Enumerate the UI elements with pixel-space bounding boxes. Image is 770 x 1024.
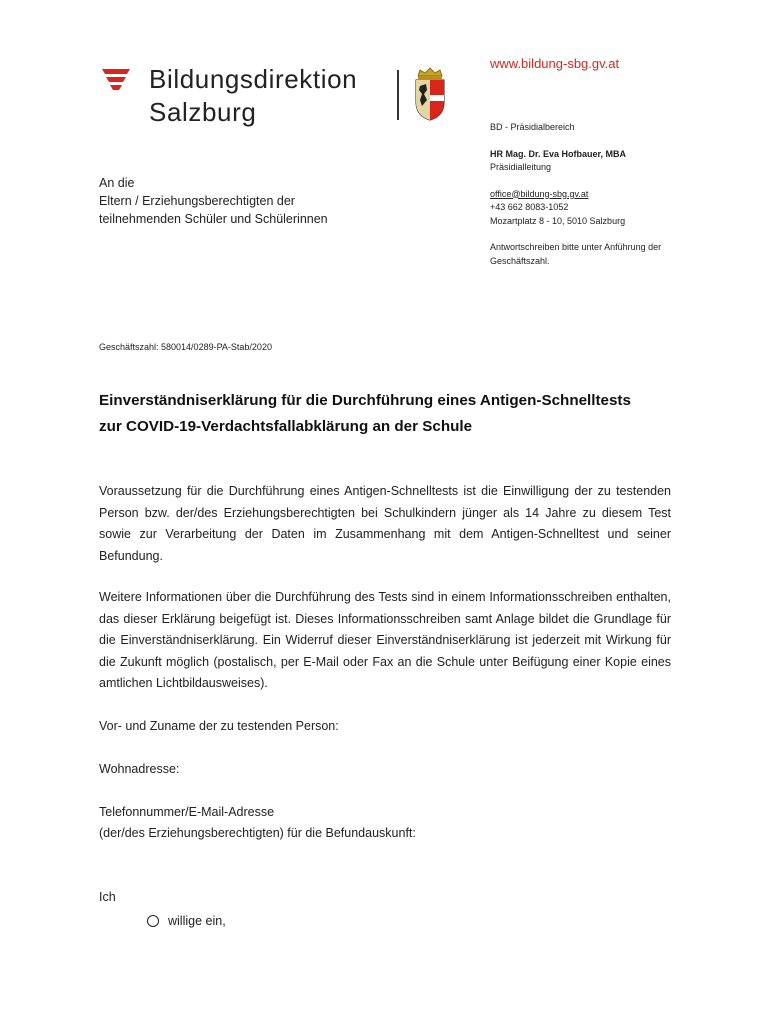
ich-label: Ich: [99, 890, 116, 904]
title-line: Einverständniserklärung für die Durchführung eines Antigen-Schnelltests: [99, 392, 631, 409]
sender-department: BD - Präsidialbereich: [490, 122, 575, 132]
logo-title: Bildungsdirektion: [149, 64, 358, 94]
address-label: Wohnadresse:: [99, 762, 180, 776]
salzburg-coat-of-arms-icon: [412, 66, 448, 122]
name-label: Vor- und Zuname der zu testenden Person:: [99, 719, 339, 733]
consent-option[interactable]: [147, 914, 226, 928]
contact-label-detail: (der/des Erziehungsberechtigten) für die Befundauskunft:: [99, 826, 416, 840]
reference-number: Geschäftszahl: 580014/0289-PA-Stab/2020: [99, 342, 272, 352]
sender-block: [490, 121, 730, 268]
recipient-block: [99, 174, 328, 228]
recipient-line: Eltern / Erziehungsberechtigten der: [99, 194, 295, 208]
consent-option-label: willige ein,: [168, 914, 226, 928]
contact-label: Telefonnummer/E-Mail-Adresse: [99, 805, 275, 819]
sender-address: Mozartplatz 8 - 10, 5010 Salzburg: [490, 215, 626, 226]
website-link[interactable]: www.bildung-sbg.gv.at: [490, 56, 620, 71]
austria-flag-mark-icon: [100, 69, 132, 91]
consent-radio[interactable]: [147, 915, 159, 927]
logo-divider: [397, 70, 399, 120]
logo-subtitle: Salzburg: [149, 97, 257, 127]
reply-note-line1: Antwortschreiben bitte unter Anführung der: [490, 242, 662, 252]
recipient-line: teilnehmenden Schüler und Schülerinnen: [99, 212, 328, 226]
sender-role: Präsidialleitung: [490, 162, 552, 172]
reply-note-line2: Geschäftszahl.: [490, 255, 550, 266]
title-line: zur COVID-19-Verdachtsfallabklärung an der Schule: [99, 418, 473, 435]
document-title: [99, 388, 699, 440]
body-paragraph: Weitere Informationen über die Durchführung des Tests sind in einem Informationsschreiben enthalten, das dieser Erklärung beigefügt ist. Dieses Informationsschreiben samt Anlage bildet die Grundlage für die Einverständniserklärung. Ein Widerruf dieser Einverständniserklärung ist jederzeit mit Wirkung für die Zukunft möglich (postalisch, per E-Mail oder Fax an die Schule unter Beifügung einer Kopie eines amtlichen Lichtbildausweises).: [99, 590, 671, 691]
recipient-line: An die: [99, 176, 135, 190]
sender-email-link[interactable]: office@bildung-sbg.gv.at: [490, 188, 589, 199]
sender-phone: +43 662 8083-1052: [490, 202, 569, 212]
body-paragraph: Voraussetzung für die Durchführung eines Antigen-Schnelltests ist die Einwilligung der zu testenden Person bzw. der/des Erziehungsberechtigten bei Schulkindern jünger als 14 Jahre zu diesem Test sowie zur Verarbeitung der Daten im Zusammenhang mit dem Antigen-Schnelltest und seiner Befundung.: [99, 484, 671, 563]
sender-name: HR Mag. Dr. Eva Hofbauer, MBA: [490, 148, 627, 159]
